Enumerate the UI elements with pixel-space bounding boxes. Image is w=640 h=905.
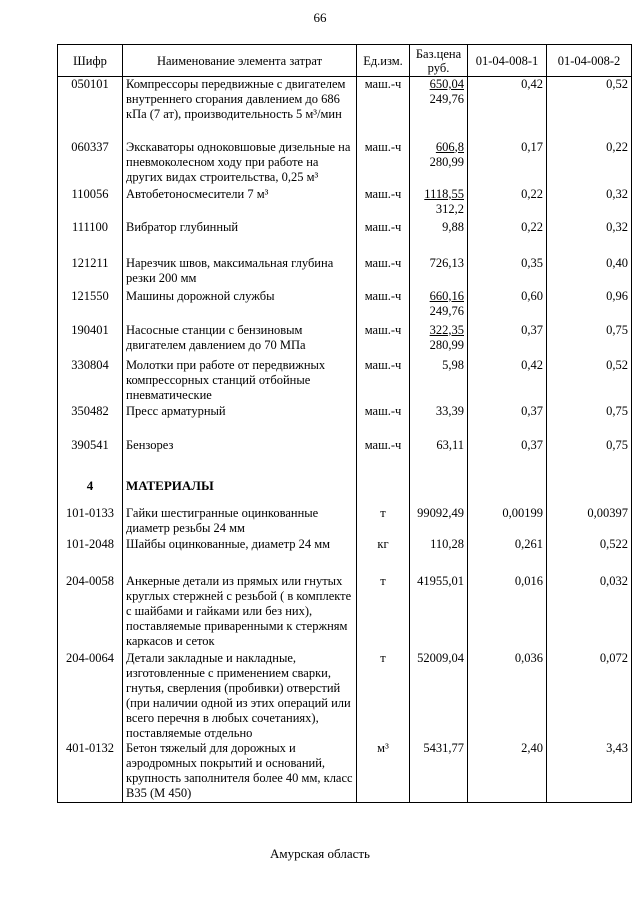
cell-unit: маш.-ч: [357, 220, 410, 256]
cell-value-1: 0,22: [468, 220, 547, 256]
cell-code: 111100: [58, 220, 123, 256]
cell-value-1: 0,17: [468, 140, 547, 187]
cell-unit: маш.-ч: [357, 140, 410, 187]
cell-value-2: 0,00397: [547, 506, 632, 537]
cell-value-2: 0,40: [547, 256, 632, 289]
price-current: 606,8: [435, 139, 464, 154]
cell-unit: т: [357, 574, 410, 651]
cell-unit: т: [357, 506, 410, 537]
cell-name: Вибратор глубинный: [123, 220, 357, 256]
header-unit: Ед.изм.: [357, 45, 410, 77]
cell-value-2: 0,072: [547, 651, 632, 741]
price-base: 63,11: [436, 437, 464, 452]
cell-price: [410, 256, 468, 289]
cell-value-2: 3,43: [547, 741, 632, 803]
cell-price: [410, 77, 468, 140]
cell-value-1: 2,40: [468, 741, 547, 803]
cell-price: [410, 574, 468, 651]
table-row: [58, 289, 632, 323]
price-base: 280,99: [429, 154, 464, 169]
price-base: 99092,49: [417, 505, 464, 520]
cell-value-1: 0,37: [468, 404, 547, 438]
cell-value-1: 0,60: [468, 289, 547, 323]
cell-name: Пресс арматурный: [123, 404, 357, 438]
header-col2: 01-04-008-2: [547, 45, 632, 77]
cell-name: Компрессоры передвижные с двигателем внутреннего сгорания давлением до 686 кПа (7 ат), производительность 5 м³/мин: [123, 77, 357, 140]
page-number: 66: [313, 10, 327, 25]
cell-value-1: 0,42: [468, 77, 547, 140]
cell-value-2: 0,032: [547, 574, 632, 651]
price-base: 280,99: [429, 337, 464, 352]
header-code: Шифр: [58, 45, 123, 77]
price-base: 5,98: [442, 357, 464, 372]
price-base: 249,76: [429, 92, 464, 106]
cell-code: 101-0133: [58, 506, 123, 537]
cell-name: Нарезчик швов, максимальная глубина резки 200 мм: [123, 256, 357, 289]
cell-price: [410, 140, 468, 187]
cell-code: 101-2048: [58, 537, 123, 574]
cell-unit: т: [357, 651, 410, 741]
cost-table: [57, 44, 632, 803]
cell-price: [410, 323, 468, 358]
price-base: 5431,77: [423, 740, 464, 755]
cell-name: Детали закладные и накладные, изготовленные с применением сварки, гнутья, сверления (пробивки) отверстий (при наличии одной из этих операций или всего перечня в любых сочетаниях), поставляемые отдельно: [123, 651, 357, 741]
table-row: [58, 741, 632, 803]
cell-price: [410, 741, 468, 803]
cell-code: 204-0058: [58, 574, 123, 651]
cell-code: 330804: [58, 358, 123, 404]
cell-name: Экскаваторы одноковшовые дизельные на пневмоколесном ходу при работе на других видах строительства, 0,25 м³: [123, 140, 357, 187]
cell-value-2: 0,32: [547, 187, 632, 220]
price-current: 650,04: [429, 77, 464, 91]
cell-value-1: 0,35: [468, 256, 547, 289]
table-header-row: [58, 45, 632, 77]
cell-unit: маш.-ч: [357, 438, 410, 478]
header-name: Наименование элемента затрат: [123, 45, 357, 77]
cell-code: 350482: [58, 404, 123, 438]
cell-price: [410, 220, 468, 256]
cell-unit: маш.-ч: [357, 77, 410, 140]
cell-name: Шайбы оцинкованные, диаметр 24 мм: [123, 537, 357, 574]
cell-code: 390541: [58, 438, 123, 478]
cell-unit: [357, 478, 410, 506]
cell-code: 050101: [58, 77, 123, 140]
cell-unit: маш.-ч: [357, 187, 410, 220]
cell-value-2: 0,32: [547, 220, 632, 256]
cell-value-2: 0,52: [547, 358, 632, 404]
cell-price: [410, 506, 468, 537]
cell-unit: маш.-ч: [357, 323, 410, 358]
cell-name: Бензорез: [123, 438, 357, 478]
cell-code: 190401: [58, 323, 123, 358]
cell-value-2: [547, 478, 632, 506]
table-row: [58, 537, 632, 574]
cell-unit: м³: [357, 741, 410, 803]
price-current: 660,16: [429, 288, 464, 303]
price-base: 52009,04: [417, 650, 464, 665]
cell-price: [410, 289, 468, 323]
table-body: [58, 77, 632, 803]
price-current: 322,35: [429, 322, 464, 337]
cell-value-2: 0,75: [547, 404, 632, 438]
cell-price: [410, 651, 468, 741]
cell-unit: маш.-ч: [357, 289, 410, 323]
cell-value-1: 0,016: [468, 574, 547, 651]
cell-value-1: 0,37: [468, 323, 547, 358]
cell-unit: маш.-ч: [357, 358, 410, 404]
cell-price: [410, 478, 468, 506]
table-row: [58, 404, 632, 438]
cell-code: 4: [58, 478, 123, 506]
table-row: [58, 506, 632, 537]
cell-code: 401-0132: [58, 741, 123, 803]
cell-unit: маш.-ч: [357, 404, 410, 438]
cell-name: Машины дорожной службы: [123, 289, 357, 323]
table-row: [58, 651, 632, 741]
cell-price: [410, 187, 468, 220]
cell-code: 121211: [58, 256, 123, 289]
table-row: [58, 220, 632, 256]
price-base: 41955,01: [417, 573, 464, 588]
price-base: 312,2: [435, 201, 464, 216]
price-base: 33,39: [435, 403, 464, 418]
table-row: [58, 574, 632, 651]
cell-value-2: 0,522: [547, 537, 632, 574]
cell-name: Бетон тяжелый для дорожных и аэродромных покрытий и оснований, крупность заполнителя более 40 мм, класс В35 (М 450): [123, 741, 357, 803]
table-row: [58, 358, 632, 404]
price-base: 110,28: [430, 536, 464, 551]
cell-value-2: 0,75: [547, 438, 632, 478]
price-current: 1118,55: [424, 186, 464, 201]
footer-region: Амурская область: [270, 846, 370, 861]
cell-value-1: [468, 478, 547, 506]
cell-price: [410, 438, 468, 478]
cell-value-1: 0,00199: [468, 506, 547, 537]
cell-code: 121550: [58, 289, 123, 323]
cell-price: [410, 358, 468, 404]
cell-value-1: 0,22: [468, 187, 547, 220]
cell-value-2: 0,96: [547, 289, 632, 323]
cell-value-2: 0,52: [547, 77, 632, 140]
header-col1: 01-04-008-1: [468, 45, 547, 77]
cell-code: 060337: [58, 140, 123, 187]
table-row: [58, 256, 632, 289]
cell-name: Автобетоносмесители 7 м³: [123, 187, 357, 220]
table-row: [58, 140, 632, 187]
cell-name: МАТЕРИАЛЫ: [123, 478, 357, 506]
cell-value-2: 0,22: [547, 140, 632, 187]
cell-price: [410, 404, 468, 438]
cell-price: [410, 537, 468, 574]
header-price: Баз.цена руб.: [410, 45, 468, 77]
cell-unit: кг: [357, 537, 410, 574]
cell-code: 204-0064: [58, 651, 123, 741]
price-base: 9,88: [442, 219, 464, 234]
price-base: 726,13: [429, 255, 464, 270]
cell-value-1: 0,261: [468, 537, 547, 574]
cell-value-2: 0,75: [547, 323, 632, 358]
cell-unit: маш.-ч: [357, 256, 410, 289]
cell-code: 110056: [58, 187, 123, 220]
cell-name: Молотки при работе от передвижных компрессорных станций отбойные пневматические: [123, 358, 357, 404]
section-row: [58, 478, 632, 506]
table-row: [58, 438, 632, 478]
price-base: 249,76: [429, 303, 464, 318]
cell-name: Гайки шестигранные оцинкованные диаметр резьбы 24 мм: [123, 506, 357, 537]
cell-name: Анкерные детали из прямых или гнутых круглых стержней с резьбой ( в комплекте с шайбами и гайками или без них), поставляемые приваренными к стержням каркасов и сеток: [123, 574, 357, 651]
cell-value-1: 0,37: [468, 438, 547, 478]
table-row: [58, 187, 632, 220]
table-row: [58, 323, 632, 358]
cell-name: Насосные станции с бензиновым двигателем давлением до 70 МПа: [123, 323, 357, 358]
cell-value-1: 0,42: [468, 358, 547, 404]
cell-value-1: 0,036: [468, 651, 547, 741]
table-row: [58, 77, 632, 140]
